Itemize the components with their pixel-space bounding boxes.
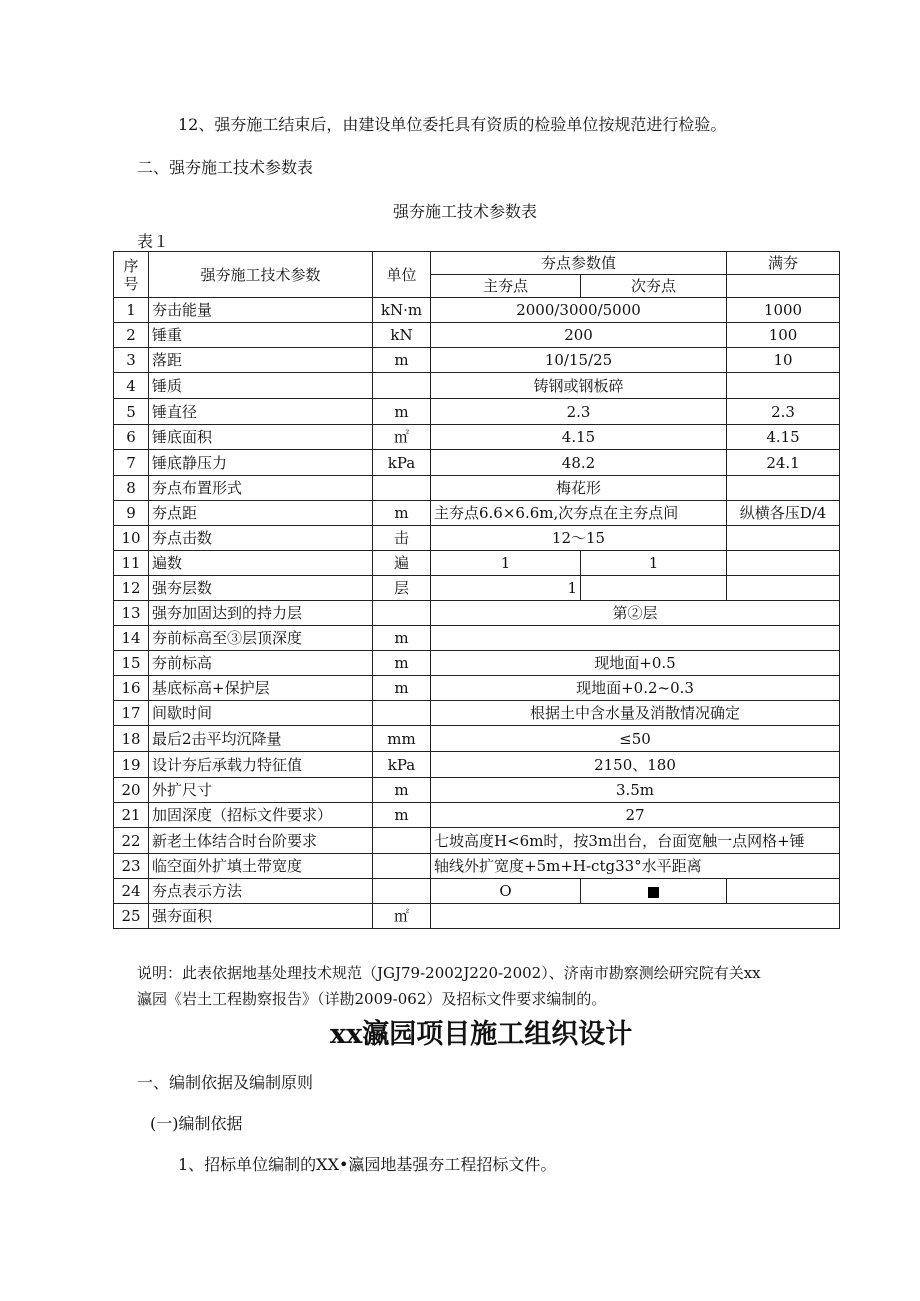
row-number: 6 bbox=[114, 425, 149, 450]
table-row bbox=[114, 726, 840, 752]
row-full: 1000 bbox=[727, 298, 840, 323]
row-number: 24 bbox=[114, 879, 149, 904]
row-unit bbox=[373, 701, 431, 726]
row-value: ≤50 bbox=[431, 726, 840, 752]
row-value: 梅花形 bbox=[431, 476, 727, 501]
row-full bbox=[727, 551, 840, 576]
row-value: 2000/3000/5000 bbox=[431, 298, 727, 323]
row-unit: m bbox=[373, 676, 431, 701]
row-value: 10/15/25 bbox=[431, 348, 727, 373]
row-value: 3.5m bbox=[431, 778, 840, 803]
row-value: 2.3 bbox=[431, 399, 727, 425]
table-row bbox=[114, 828, 840, 854]
row-full: 10 bbox=[727, 348, 840, 373]
row-number: 15 bbox=[114, 651, 149, 676]
table-row bbox=[114, 626, 840, 651]
row-parameter: 落距 bbox=[149, 348, 373, 373]
table-row bbox=[114, 651, 840, 676]
row-parameter: 强夯面积 bbox=[149, 904, 373, 929]
header-unit: 单位 bbox=[373, 252, 431, 298]
header-main-point: 主夯点 bbox=[431, 275, 581, 298]
row-unit: 层 bbox=[373, 576, 431, 601]
header-full: 满夯 bbox=[727, 252, 840, 275]
row-parameter: 夯点布置形式 bbox=[149, 476, 373, 501]
row-sub-point bbox=[581, 576, 727, 601]
row-value: 轴线外扩宽度+5m+H-ctg33°水平距离 bbox=[431, 854, 840, 879]
row-number: 18 bbox=[114, 726, 149, 752]
row-value bbox=[431, 626, 840, 651]
row-value: 48.2 bbox=[431, 450, 727, 476]
table-row bbox=[114, 298, 840, 323]
row-number: 23 bbox=[114, 854, 149, 879]
parameter-table bbox=[113, 251, 840, 929]
row-unit: 击 bbox=[373, 526, 431, 551]
table-row bbox=[114, 701, 840, 726]
header-param: 强夯施工技术参数 bbox=[149, 252, 373, 298]
row-full: 纵横各压D/4 bbox=[727, 501, 840, 526]
row-parameter: 锤重 bbox=[149, 323, 373, 348]
row-number: 16 bbox=[114, 676, 149, 701]
table-number: 表１ bbox=[137, 232, 170, 251]
row-parameter: 锤底静压力 bbox=[149, 450, 373, 476]
row-number: 5 bbox=[114, 399, 149, 425]
header-point-group: 夯点参数值 bbox=[431, 252, 727, 275]
table-row bbox=[114, 399, 840, 425]
table-row bbox=[114, 425, 840, 450]
row-parameter: 夯点表示方法 bbox=[149, 879, 373, 904]
row-value: 现地面+0.2~0.3 bbox=[431, 676, 840, 701]
row-unit: mm bbox=[373, 726, 431, 752]
row-parameter: 锤底面积 bbox=[149, 425, 373, 450]
note-line-1: 说明：此表依据地基处理技术规范（JGJ79-2002J220-2002）、济南市勘察测绘研究院有关xx bbox=[137, 964, 761, 982]
main-title: xx瀛园项目施工组织设计 bbox=[330, 1019, 633, 1050]
row-value: 27 bbox=[431, 803, 840, 828]
row-number: 22 bbox=[114, 828, 149, 854]
row-value: 200 bbox=[431, 323, 727, 348]
row-number: 25 bbox=[114, 904, 149, 929]
row-sub-point bbox=[581, 879, 727, 904]
table-row bbox=[114, 854, 840, 879]
row-number: 20 bbox=[114, 778, 149, 803]
row-unit bbox=[373, 476, 431, 501]
basis-item-1: 1、招标单位编制的XX•瀛园地基强夯工程招标文件。 bbox=[178, 1155, 557, 1174]
row-number: 9 bbox=[114, 501, 149, 526]
row-number: 12 bbox=[114, 576, 149, 601]
row-number: 7 bbox=[114, 450, 149, 476]
row-unit: m bbox=[373, 803, 431, 828]
row-main-point: 1 bbox=[431, 551, 581, 576]
row-number: 19 bbox=[114, 752, 149, 778]
table-caption: 强夯施工技术参数表 bbox=[393, 202, 538, 221]
row-main-point: 1 bbox=[431, 576, 581, 601]
table-row bbox=[114, 752, 840, 778]
table-row bbox=[114, 879, 840, 904]
row-unit bbox=[373, 828, 431, 854]
row-unit: ㎡ bbox=[373, 904, 431, 929]
row-value: 七坡高度H<6m时，按3m出台，台面宽触一点网格+锤 bbox=[431, 828, 840, 854]
row-value: 现地面+0.5 bbox=[431, 651, 840, 676]
row-unit: m bbox=[373, 399, 431, 425]
row-unit: m bbox=[373, 348, 431, 373]
row-parameter: 加固深度（招标文件要求） bbox=[149, 803, 373, 828]
row-full: 4.15 bbox=[727, 425, 840, 450]
section-1-heading: 一、编制依据及编制原则 bbox=[137, 1073, 314, 1092]
row-unit: m bbox=[373, 501, 431, 526]
row-sub-point: 1 bbox=[581, 551, 727, 576]
table-row bbox=[114, 904, 840, 929]
row-full bbox=[727, 576, 840, 601]
row-number: 17 bbox=[114, 701, 149, 726]
header-full-empty bbox=[727, 275, 840, 298]
row-number: 13 bbox=[114, 601, 149, 626]
row-number: 8 bbox=[114, 476, 149, 501]
row-parameter: 遍数 bbox=[149, 551, 373, 576]
row-unit bbox=[373, 601, 431, 626]
row-unit: kN bbox=[373, 323, 431, 348]
row-value: 根据土中含水量及消散情况确定 bbox=[431, 701, 840, 726]
row-value: 2150、180 bbox=[431, 752, 840, 778]
row-unit: m bbox=[373, 778, 431, 803]
row-value: 第②层 bbox=[431, 601, 840, 626]
row-value: 主夯点6.6×6.6m,次夯点在主夯点间 bbox=[431, 501, 727, 526]
note-line-2: 瀛园《岩土工程勘察报告》（详勘2009-062）及招标文件要求编制的。 bbox=[137, 990, 607, 1008]
row-value bbox=[431, 904, 840, 929]
filled-square-icon bbox=[648, 887, 659, 898]
row-parameter: 锤质 bbox=[149, 373, 373, 399]
row-parameter: 夯点距 bbox=[149, 501, 373, 526]
row-main-point: O bbox=[431, 879, 581, 904]
table-row bbox=[114, 476, 840, 501]
table-row bbox=[114, 576, 840, 601]
row-parameter: 临空面外扩填土带宽度 bbox=[149, 854, 373, 879]
row-number: 4 bbox=[114, 373, 149, 399]
row-number: 10 bbox=[114, 526, 149, 551]
table-row bbox=[114, 348, 840, 373]
table-row bbox=[114, 601, 840, 626]
row-value: 铸钢或钢板碎 bbox=[431, 373, 727, 399]
row-unit: m bbox=[373, 651, 431, 676]
row-unit: kPa bbox=[373, 450, 431, 476]
table-row bbox=[114, 803, 840, 828]
header-sub-point: 次夯点 bbox=[581, 275, 727, 298]
item-12-text: 12、强夯施工结束后，由建设单位委托具有资质的检验单位按规范进行检验。 bbox=[178, 115, 727, 134]
row-full bbox=[727, 879, 840, 904]
row-parameter: 设计夯后承载力特征值 bbox=[149, 752, 373, 778]
row-full: 100 bbox=[727, 323, 840, 348]
header-seq: 序号 bbox=[114, 252, 149, 298]
row-number: 2 bbox=[114, 323, 149, 348]
row-parameter: 夯前标高至③层顶深度 bbox=[149, 626, 373, 651]
row-parameter: 夯点击数 bbox=[149, 526, 373, 551]
row-unit: kPa bbox=[373, 752, 431, 778]
row-parameter: 夯前标高 bbox=[149, 651, 373, 676]
row-unit bbox=[373, 879, 431, 904]
row-parameter: 最后2击平均沉降量 bbox=[149, 726, 373, 752]
row-unit: ㎡ bbox=[373, 425, 431, 450]
row-full bbox=[727, 476, 840, 501]
row-number: 14 bbox=[114, 626, 149, 651]
row-unit: kN·m bbox=[373, 298, 431, 323]
row-number: 11 bbox=[114, 551, 149, 576]
section-2-heading: 二、强夯施工技术参数表 bbox=[137, 158, 314, 177]
row-parameter: 外扩尺寸 bbox=[149, 778, 373, 803]
row-full: 24.1 bbox=[727, 450, 840, 476]
table-row bbox=[114, 778, 840, 803]
table-row bbox=[114, 501, 840, 526]
table-row bbox=[114, 676, 840, 701]
row-parameter: 间歇时间 bbox=[149, 701, 373, 726]
section-1-subheading: (一)编制依据 bbox=[150, 1114, 243, 1133]
table-row bbox=[114, 526, 840, 551]
row-unit: m bbox=[373, 626, 431, 651]
table-row bbox=[114, 323, 840, 348]
row-full bbox=[727, 373, 840, 399]
row-full bbox=[727, 526, 840, 551]
row-unit: 遍 bbox=[373, 551, 431, 576]
row-parameter: 强夯层数 bbox=[149, 576, 373, 601]
table-row bbox=[114, 373, 840, 399]
row-full: 2.3 bbox=[727, 399, 840, 425]
row-parameter: 强夯加固达到的持力层 bbox=[149, 601, 373, 626]
row-unit bbox=[373, 854, 431, 879]
row-value: 4.15 bbox=[431, 425, 727, 450]
row-parameter: 夯击能量 bbox=[149, 298, 373, 323]
table-row bbox=[114, 551, 840, 576]
row-parameter: 基底标高+保护层 bbox=[149, 676, 373, 701]
row-parameter: 新老土体结合时台阶要求 bbox=[149, 828, 373, 854]
row-unit bbox=[373, 373, 431, 399]
row-value: 12～15 bbox=[431, 526, 727, 551]
row-parameter: 锤直径 bbox=[149, 399, 373, 425]
row-number: 3 bbox=[114, 348, 149, 373]
row-number: 1 bbox=[114, 298, 149, 323]
table-row bbox=[114, 450, 840, 476]
row-number: 21 bbox=[114, 803, 149, 828]
